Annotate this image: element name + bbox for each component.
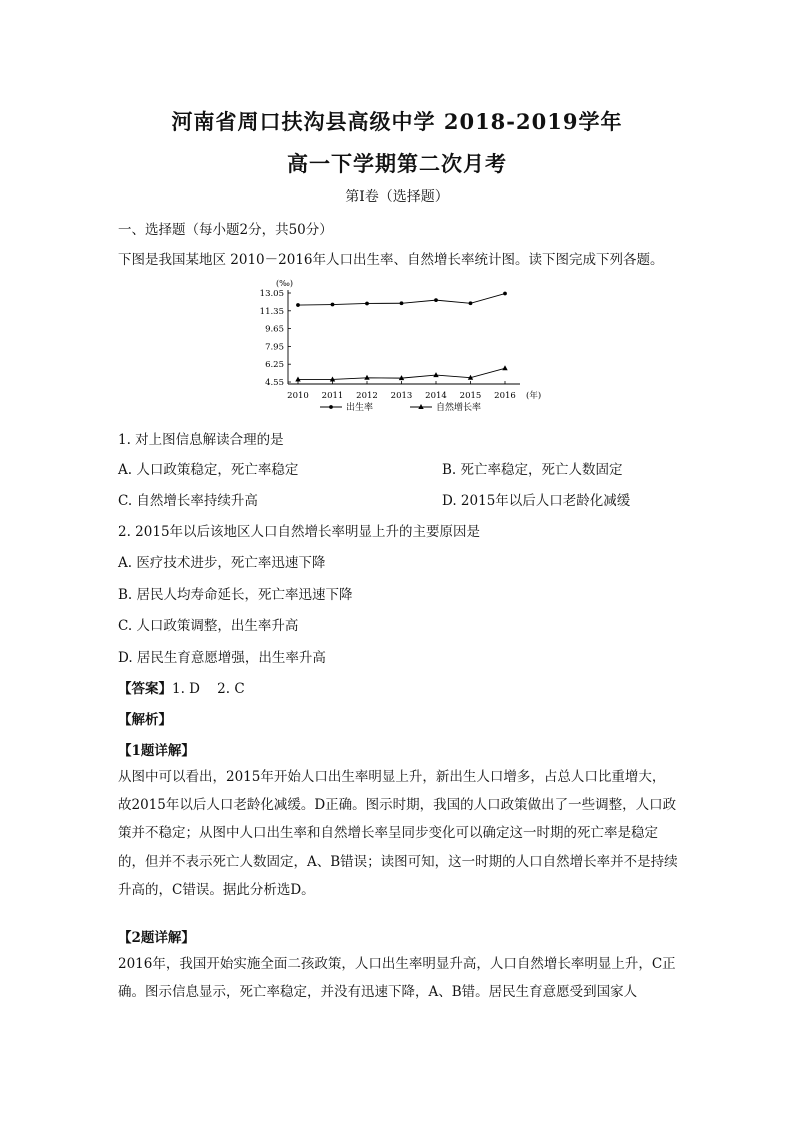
analysis-sub1-label: 【1题详解】 (118, 743, 195, 759)
question-2-option-a: A. 医疗技术进步，死亡率迅速下降 (118, 555, 326, 571)
point-birth-rate (503, 292, 507, 296)
analysis-sub2-text: 2016年，我国开始实施全面二孩政策，人口出生率明显升高，人口自然增长率明显上升，C正确。图示信息显示，死亡率稳定，并没有迅速下降，A、B错。居民生育意愿受到国家人 (118, 956, 676, 1001)
point-birth-rate (469, 301, 473, 305)
question-1-option-b: B. 死亡率稳定，死亡人数固定 (442, 462, 623, 478)
point-natural-growth (502, 365, 507, 370)
y-tick-label: 6.25 (265, 360, 284, 371)
analysis-sub1-text: 从图中可以看出，2015年开始人口出生率明显上升，新出生人口增多，占总人口比重增大，故2015年以后人口老龄化减缓。D正确。图示时期，我国的人口政策做出了一些调整，人口政策并不稳定；从图中人口出生率和自然增长率呈同步变化可以确定这一时期的死亡率是稳定的，但并不表示死亡人数固定，A、B错误；读图可知，这一时期的人口自然增长率并不是持续升高的，C错误。据此分析选D。 (118, 769, 678, 898)
x-tick-label: 2016 (494, 391, 516, 401)
point-natural-growth (295, 376, 300, 381)
question-1-option-c: C. 自然增长率持续升高 (118, 493, 258, 509)
legend-marker-birth-rate (329, 405, 333, 409)
point-birth-rate (296, 303, 300, 307)
legend-label-natural-growth: 自然增长率 (436, 403, 482, 413)
section-label: 第Ⅰ卷（选择题） (345, 189, 449, 205)
y-unit-label: (‰) (276, 279, 293, 288)
point-natural-growth (433, 372, 438, 377)
x-tick-label: 2011 (321, 391, 344, 401)
x-unit-label: (年) (526, 391, 542, 401)
y-tick-label: 9.65 (265, 324, 284, 335)
question-2-option-c: C. 人口政策调整，出生率升高 (118, 618, 299, 634)
point-birth-rate (365, 302, 369, 306)
point-birth-rate (400, 301, 404, 305)
answer-label: 【答案】 (118, 681, 172, 697)
question-2-option-d: D. 居民生育意愿增强，出生率升高 (118, 650, 326, 666)
document-title-line1: 河南省周口扶沟县高级中学 2018-2019学年 (171, 109, 623, 134)
question-1-stem: 1. 对上图信息解读合理的是 (118, 432, 284, 448)
y-tick-label: 4.55 (265, 378, 284, 388)
question-1-option-a: A. 人口政策稳定，死亡率稳定 (118, 462, 299, 478)
answer-value: 1. D 2. C (172, 681, 245, 697)
x-tick-label: 2015 (459, 391, 482, 401)
analysis-sub2-label: 【2题详解】 (118, 930, 195, 946)
y-tick-label: 11.35 (259, 306, 284, 317)
question-2-stem: 2. 2015年以后该地区人口自然增长率明显上升的主要原因是 (118, 524, 481, 540)
y-tick-label: 13.05 (259, 289, 284, 299)
document-title-line2: 高一下学期第二次月考 (287, 151, 507, 176)
legend-label-birth-rate: 出生率 (346, 403, 374, 413)
point-birth-rate (331, 303, 335, 307)
x-tick-label: 2012 (356, 391, 378, 401)
birth-rate-chart (250, 276, 550, 416)
question-1-option-d: D. 2015年以后人口老龄化减缓 (442, 493, 631, 509)
x-tick-label: 2014 (425, 391, 447, 401)
point-birth-rate (434, 298, 438, 302)
part-heading: 一、选择题（每小题2分，共50分） (118, 222, 333, 238)
answer-line (118, 677, 245, 697)
x-tick-label: 2010 (287, 391, 309, 401)
question-intro: 下图是我国某地区 2010－2016年人口出生率、自然增长率统计图。读下图完成下列各题。 (118, 252, 664, 268)
legend-marker-natural-growth (418, 404, 423, 409)
y-tick-label: 7.95 (265, 342, 284, 353)
point-natural-growth (364, 375, 369, 380)
analysis-label: 【解析】 (118, 712, 172, 728)
x-tick-label: 2013 (390, 391, 413, 401)
question-2-option-b: B. 居民人均寿命延长，死亡率迅速下降 (118, 587, 353, 603)
